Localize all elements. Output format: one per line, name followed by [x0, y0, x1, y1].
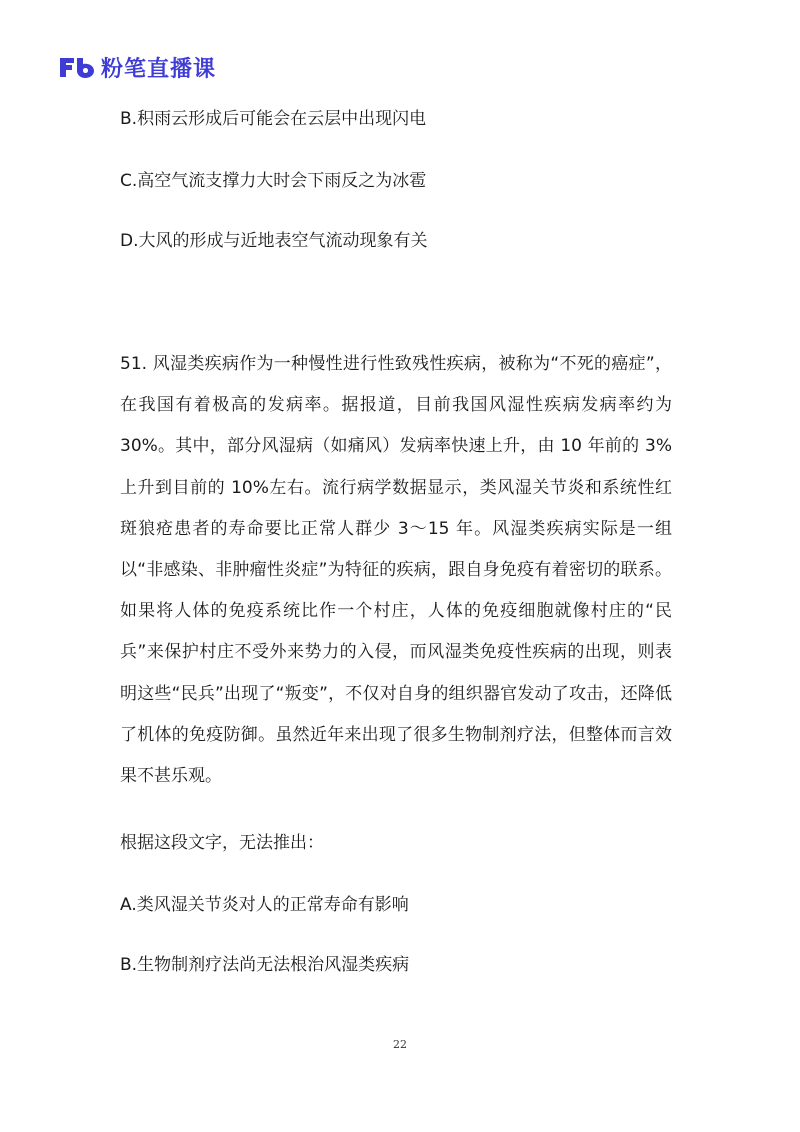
question-number: 51. — [120, 354, 148, 374]
option-b: B.生物制剂疗法尚无法根治风湿类疾病 — [120, 955, 410, 975]
option-a: A.类风湿关节炎对人的正常寿命有影响 — [120, 895, 409, 915]
passage-text: 风湿类疾病作为一种慢性进行性致残性疾病，被称为“不死的癌症”，在我国有着极高的发病率。据报道，目前我国风湿性疾病发病率约为 30%。其中，部分风湿病（如痛风）发病率快速上升，由 10 年前的 3%上升到目前的 10%左右。流行病学数据显示，类风湿关节炎和系统性红斑狼疮患者的寿命要比正常人群少 3～15 年。风湿类疾病实际是一组以“非感染、非肿瘤性炎症”为特征的疾病，跟自身免疫有着密切的联系。如果将人体的免疫系统比作一个村庄，人体的免疫细胞就像村庄的“民兵”来保护村庄不受外来势力的入侵，而风湿类免疫性疾病的出现，则表明这些“民兵”出现了“叛变”，不仅对自身的组织器官发动了攻击，还降低了机体的免疫防御。虽然近年来出现了很多生物制剂疗法，但整体而言效果不甚乐观。 — [120, 354, 672, 787]
option-d-prev: D.大风的形成与近地表空气流动现象有关 — [120, 231, 428, 251]
brand-name: 粉笔直播课 — [101, 56, 217, 82]
page-number: 22 — [393, 1038, 407, 1051]
brand-header — [57, 52, 216, 82]
question-passage — [120, 344, 672, 797]
question-prompt: 根据这段文字，无法推出： — [120, 833, 324, 853]
fenbi-logo-icon — [57, 54, 97, 80]
option-c-prev: C.高空气流支撑力大时会下雨反之为冰雹 — [120, 171, 427, 191]
option-b-prev: B.积雨云形成后可能会在云层中出现闪电 — [120, 109, 427, 129]
